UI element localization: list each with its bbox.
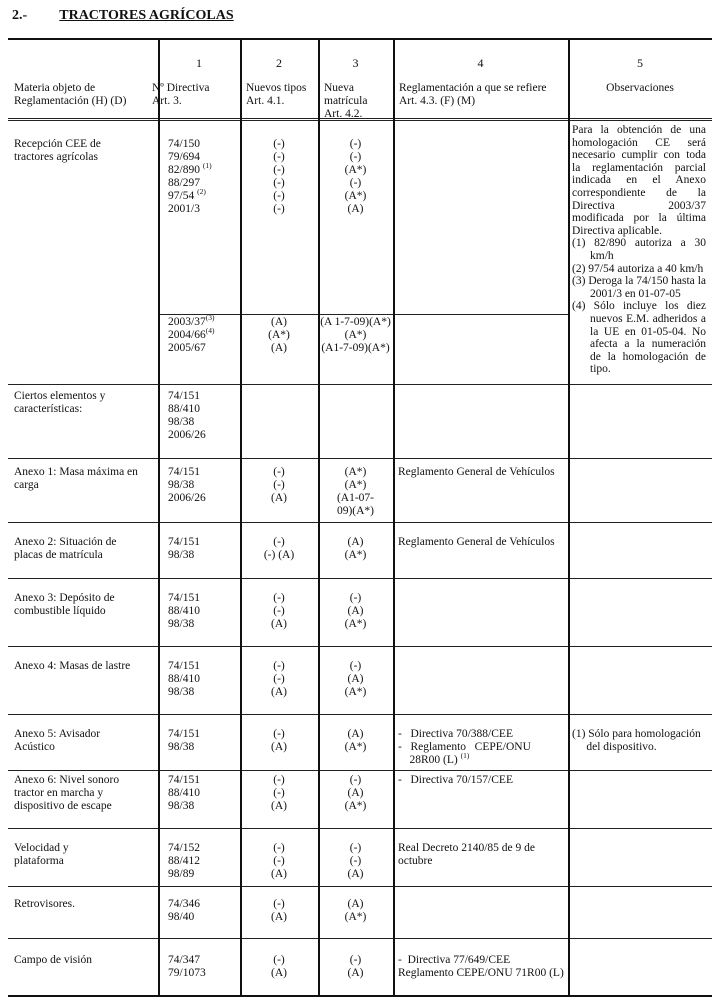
directiva-cell bbox=[168, 842, 238, 881]
nuevos-tipos-cell bbox=[240, 138, 318, 216]
nuevos-tipos-cell bbox=[240, 842, 318, 881]
nueva-matricula-cell bbox=[318, 316, 393, 355]
cell-line: (A) bbox=[347, 728, 364, 740]
column-header-directiva: Nº Directiva Art. 3. bbox=[152, 82, 210, 107]
cell-line: (A*) bbox=[344, 190, 367, 202]
cell-line: (-) bbox=[349, 138, 362, 150]
cell-line: - Reglamento CEPE/ONU bbox=[398, 741, 531, 753]
cell-line: (-) bbox=[273, 787, 285, 799]
cell-line: 98/38 bbox=[168, 800, 195, 812]
nuevos-tipos-cell bbox=[240, 536, 318, 562]
cell-line: 2006/26 bbox=[168, 492, 206, 504]
cell-line: (-) bbox=[273, 774, 285, 786]
cell-line: (-) bbox=[273, 466, 285, 478]
directiva-cell bbox=[168, 592, 238, 631]
cell-line: (-) bbox=[273, 660, 285, 672]
cell-line: Reglamento CEPE/ONU 71R00 (L) bbox=[398, 967, 564, 979]
cell-line: (A*) bbox=[344, 911, 367, 923]
column-number: 3 bbox=[352, 56, 359, 70]
cell-line: del dispositivo. bbox=[572, 741, 657, 753]
cell-line: Reglamento General de Vehículos bbox=[398, 466, 555, 478]
directiva-cell bbox=[168, 536, 238, 562]
cell-line: (-) bbox=[273, 190, 285, 202]
cell-line: 88/410 bbox=[168, 673, 200, 685]
cell-line: 74/150 bbox=[168, 138, 200, 150]
cell-line: dispositivo de escape bbox=[14, 800, 112, 812]
cell-line: 2004/66$^{(4)}$ bbox=[168, 326, 215, 341]
row-divider bbox=[8, 770, 712, 771]
cell-line: 74/151 bbox=[168, 536, 200, 548]
cell-line: (-) bbox=[273, 177, 285, 189]
section-title: TRACTORES AGRÍCOLAS bbox=[59, 8, 234, 23]
table-top-border bbox=[8, 38, 712, 40]
cell-line: - Directiva 70/388/CEE bbox=[398, 728, 513, 740]
column-header-materia: Materia objeto de Reglamentación (H) (D) bbox=[14, 82, 127, 107]
cell-line: placas de matrícula bbox=[14, 549, 103, 561]
row-divider bbox=[8, 938, 712, 939]
observaciones-cell bbox=[572, 728, 708, 754]
directiva-cell bbox=[168, 728, 238, 754]
cell-line: características: bbox=[14, 403, 83, 415]
cell-line: (-) bbox=[273, 673, 285, 685]
reglamentacion-cell bbox=[398, 728, 566, 767]
cell-line: (-) bbox=[349, 151, 362, 163]
materia-cell bbox=[14, 660, 154, 673]
nuevos-tipos-cell bbox=[240, 728, 318, 754]
cell-line: 74/346 bbox=[168, 898, 200, 910]
cell-line: (A) bbox=[347, 898, 364, 910]
cell-line: 98/38 bbox=[168, 686, 195, 698]
materia-cell bbox=[14, 728, 154, 754]
cell-line: (A*) bbox=[344, 329, 367, 341]
nueva-matricula-cell bbox=[318, 842, 393, 881]
column-divider bbox=[393, 38, 395, 996]
nueva-matricula-cell bbox=[318, 138, 393, 216]
cell-line: (-) bbox=[273, 592, 285, 604]
cell-line: (-) bbox=[273, 954, 285, 966]
cell-line: (A) bbox=[271, 342, 287, 354]
cell-line: (A*) bbox=[344, 479, 367, 491]
cell-line: (A*) bbox=[344, 164, 367, 176]
cell-line: (A1-07- bbox=[336, 492, 375, 504]
row-divider bbox=[8, 714, 712, 715]
cell-line: (A 1-7-09)(A*) bbox=[320, 316, 391, 328]
cell-line: Reglamento General de Vehículos bbox=[398, 536, 555, 548]
cell-line: (A) bbox=[271, 316, 287, 328]
cell-line: (-) bbox=[349, 842, 362, 854]
cell-line: (-) bbox=[273, 728, 285, 740]
cell-line: (A1-7-09)(A*) bbox=[321, 342, 390, 354]
cell-line: - Directiva 77/649/CEE bbox=[398, 954, 511, 966]
cell-line: Anexo 1: Masa máxima en bbox=[14, 466, 138, 478]
table-bottom-border bbox=[8, 995, 712, 997]
cell-line: (-) bbox=[273, 151, 285, 163]
reglamentacion-cell bbox=[398, 954, 566, 980]
cell-line: (1) Sólo para homologación bbox=[572, 728, 701, 740]
cell-line: Anexo 4: Masas de lastre bbox=[14, 660, 131, 672]
cell-line: (-) bbox=[273, 842, 285, 854]
nueva-matricula-cell bbox=[318, 898, 393, 924]
row-divider bbox=[8, 458, 712, 459]
cell-line: (A) bbox=[347, 203, 364, 215]
nueva-matricula-cell bbox=[318, 660, 393, 699]
cell-line: 2006/26 bbox=[168, 429, 206, 441]
cell-line: (A*) bbox=[344, 549, 367, 561]
section-number: 2.- bbox=[12, 8, 28, 23]
nuevos-tipos-cell bbox=[240, 954, 318, 980]
cell-line: tractor en marcha y bbox=[14, 787, 104, 799]
cell-line: tractores agrícolas bbox=[14, 151, 98, 163]
directiva-cell bbox=[168, 954, 238, 980]
cell-line: (A) bbox=[271, 911, 287, 923]
materia-cell bbox=[14, 536, 154, 562]
row-divider bbox=[8, 578, 712, 579]
cell-line: (-) bbox=[273, 479, 285, 491]
cell-line: Acústico bbox=[14, 741, 55, 753]
footnote: (2) 97/54 autoriza a 40 km/h bbox=[572, 262, 704, 275]
materia-cell bbox=[14, 592, 154, 618]
column-divider bbox=[568, 38, 570, 996]
cell-line: (A) bbox=[271, 492, 287, 504]
cell-line: 88/410 bbox=[168, 403, 200, 415]
directiva-cell bbox=[168, 898, 238, 924]
cell-line: (-) bbox=[349, 954, 362, 966]
column-number: 5 bbox=[637, 56, 643, 70]
materia-cell bbox=[14, 842, 154, 868]
nueva-matricula-cell bbox=[318, 774, 393, 813]
cell-line: 74/151 bbox=[168, 728, 200, 740]
nueva-matricula-cell bbox=[318, 592, 393, 631]
footnote: (4) Sólo incluye los diez nuevos E.M. adheridos a la UE en 01-05-04. No afecta a la numeración de la homologación de tipo. bbox=[572, 300, 706, 376]
cell-line: 74/347 bbox=[168, 954, 200, 966]
cell-line: (A*) bbox=[344, 741, 367, 753]
cell-line: 74/151 bbox=[168, 466, 200, 478]
cell-line: (A) bbox=[347, 868, 364, 880]
cell-line: carga bbox=[14, 479, 39, 491]
directiva-cell bbox=[168, 466, 238, 505]
cell-line: (A*) bbox=[344, 618, 367, 630]
cell-line: (-) bbox=[273, 855, 285, 867]
observaciones-intro: Para la obtención de una homologación CE será necesario cumplir con toda la reglamentación parcial indicada en el Anexo correspondiente de la Directiva 2003/37 modificada por la última Directiva aplicable. bbox=[572, 124, 706, 237]
cell-line: (-) bbox=[273, 536, 285, 548]
cell-line: (-) bbox=[273, 898, 285, 910]
cell-line: 98/38 bbox=[168, 618, 195, 630]
cell-line: 98/38 bbox=[168, 416, 195, 428]
directiva-cell bbox=[168, 138, 238, 216]
cell-line: (A*) bbox=[344, 466, 367, 478]
column-divider bbox=[158, 38, 160, 996]
cell-line: 98/40 bbox=[168, 911, 195, 923]
directiva-cell bbox=[168, 390, 238, 442]
nuevos-tipos-cell bbox=[240, 592, 318, 631]
cell-line: 88/297 bbox=[168, 177, 200, 189]
cell-line: (-) bbox=[273, 605, 285, 617]
column-header-nuevos-tipos: Nuevos tipos Art. 4.1. bbox=[246, 82, 307, 107]
cell-line: 98/38 bbox=[168, 741, 195, 753]
cell-line: (A) bbox=[271, 800, 287, 812]
cell-line: (A) bbox=[347, 787, 364, 799]
footnote: (1) 82/890 autoriza a 30 km/h bbox=[572, 237, 706, 262]
cell-line: Ciertos elementos y bbox=[14, 390, 106, 402]
cell-line: 88/410 bbox=[168, 605, 200, 617]
row-divider bbox=[8, 646, 712, 647]
cell-line: 2005/67 bbox=[168, 342, 206, 354]
nueva-matricula-cell bbox=[318, 466, 393, 518]
cell-line: Anexo 5: Avisador bbox=[14, 728, 101, 740]
cell-line: 79/694 bbox=[168, 151, 200, 163]
directiva-cell bbox=[168, 660, 238, 699]
materia-cell bbox=[14, 138, 154, 164]
materia-cell bbox=[14, 466, 154, 492]
cell-line: (A) bbox=[347, 536, 364, 548]
cell-line: Anexo 2: Situación de bbox=[14, 536, 117, 548]
cell-line: Anexo 6: Nivel sonoro bbox=[14, 774, 120, 786]
nueva-matricula-cell bbox=[318, 536, 393, 562]
row-divider bbox=[8, 522, 712, 523]
cell-line: 98/38 bbox=[168, 479, 195, 491]
materia-cell bbox=[14, 774, 154, 813]
cell-line: (A) bbox=[271, 741, 287, 753]
cell-line: 98/89 bbox=[168, 868, 195, 880]
column-header-observaciones: Observaciones bbox=[606, 82, 674, 94]
cell-line: 98/38 bbox=[168, 549, 195, 561]
cell-line: - Directiva 70/157/CEE bbox=[398, 774, 513, 786]
cell-line: (A) bbox=[347, 605, 364, 617]
section-heading bbox=[12, 8, 234, 24]
cell-line: 09)(A*) bbox=[336, 505, 375, 517]
cell-line: 74/151 bbox=[168, 390, 200, 402]
directiva-cell bbox=[168, 313, 238, 355]
column-number: 4 bbox=[477, 56, 484, 70]
reglamentacion-cell bbox=[398, 774, 566, 787]
nuevos-tipos-cell bbox=[240, 774, 318, 813]
cell-line: 74/151 bbox=[168, 774, 200, 786]
cell-line: (A) bbox=[271, 686, 287, 698]
nuevos-tipos-cell bbox=[240, 898, 318, 924]
row-divider bbox=[8, 384, 712, 385]
regulation-table bbox=[8, 38, 712, 996]
cell-line: Anexo 3: Depósito de bbox=[14, 592, 115, 604]
cell-line: (-) (A) bbox=[263, 549, 295, 561]
cell-line: Recepción CEE de bbox=[14, 138, 101, 150]
materia-cell bbox=[14, 954, 154, 967]
cell-line: (A) bbox=[347, 967, 364, 979]
cell-line: Campo de visión bbox=[14, 954, 92, 966]
cell-line: plataforma bbox=[14, 855, 64, 867]
cell-line: (-) bbox=[349, 177, 362, 189]
column-number: 1 bbox=[196, 56, 202, 70]
cell-line: 2003/37$^{(3)}$ bbox=[168, 313, 215, 328]
cell-line: (A) bbox=[271, 967, 287, 979]
directiva-cell bbox=[168, 774, 238, 813]
cell-line: 2001/3 bbox=[168, 203, 200, 215]
cell-line: (-) bbox=[273, 138, 285, 150]
nueva-matricula-cell bbox=[318, 728, 393, 754]
cell-line: octubre bbox=[398, 855, 433, 867]
cell-line: (-) bbox=[349, 660, 362, 672]
footnote: (3) Deroga la 74/150 hasta la 2001/3 en 01-07-05 bbox=[572, 275, 706, 300]
materia-cell bbox=[14, 898, 154, 911]
cell-line: (A*) bbox=[344, 686, 367, 698]
cell-line: 28R00 (L) $^{(1)}$ bbox=[398, 751, 470, 766]
materia-cell bbox=[14, 390, 154, 416]
cell-line: (A) bbox=[271, 868, 287, 880]
cell-line: 74/151 bbox=[168, 660, 200, 672]
cell-line: 97/54 $^{(2)}$ bbox=[168, 187, 206, 202]
nueva-matricula-cell bbox=[318, 954, 393, 980]
nuevos-tipos-cell bbox=[240, 466, 318, 505]
cell-line: 82/890 $^{(1)}$ bbox=[168, 161, 212, 176]
cell-line: 74/152 bbox=[168, 842, 200, 854]
column-number: 2 bbox=[276, 56, 282, 70]
cell-line: (A) bbox=[347, 673, 364, 685]
row-divider bbox=[8, 828, 712, 829]
subrow-divider bbox=[158, 314, 568, 315]
cell-line: Retrovisores. bbox=[14, 898, 76, 910]
cell-line: Velocidad y bbox=[14, 842, 69, 854]
nuevos-tipos-cell bbox=[240, 660, 318, 699]
cell-line: (-) bbox=[349, 592, 362, 604]
cell-line: (-) bbox=[273, 203, 285, 215]
cell-line: 88/410 bbox=[168, 787, 200, 799]
nuevos-tipos-cell bbox=[240, 316, 318, 355]
cell-line: (A*) bbox=[344, 800, 367, 812]
cell-line: 88/412 bbox=[168, 855, 200, 867]
cell-line: combustible líquido bbox=[14, 605, 106, 617]
reglamentacion-cell bbox=[398, 842, 566, 868]
cell-line: (-) bbox=[273, 164, 285, 176]
column-header-reglamentacion: Reglamentación a que se refiere Art. 4.3. (F) (M) bbox=[399, 82, 547, 107]
observaciones-recepcion bbox=[572, 124, 706, 376]
cell-line: (-) bbox=[349, 774, 362, 786]
row-divider bbox=[8, 886, 712, 887]
cell-line: 79/1073 bbox=[168, 967, 206, 979]
cell-line: (A*) bbox=[268, 329, 290, 341]
cell-line: 74/151 bbox=[168, 592, 200, 604]
reglamentacion-cell bbox=[398, 466, 566, 479]
cell-line: (A) bbox=[271, 618, 287, 630]
cell-line: (-) bbox=[349, 855, 362, 867]
reglamentacion-cell bbox=[398, 536, 566, 549]
cell-line: Real Decreto 2140/85 de 9 de bbox=[398, 842, 535, 854]
column-header-nueva-matricula: Nueva matrícula Art. 4.2. bbox=[324, 82, 368, 120]
